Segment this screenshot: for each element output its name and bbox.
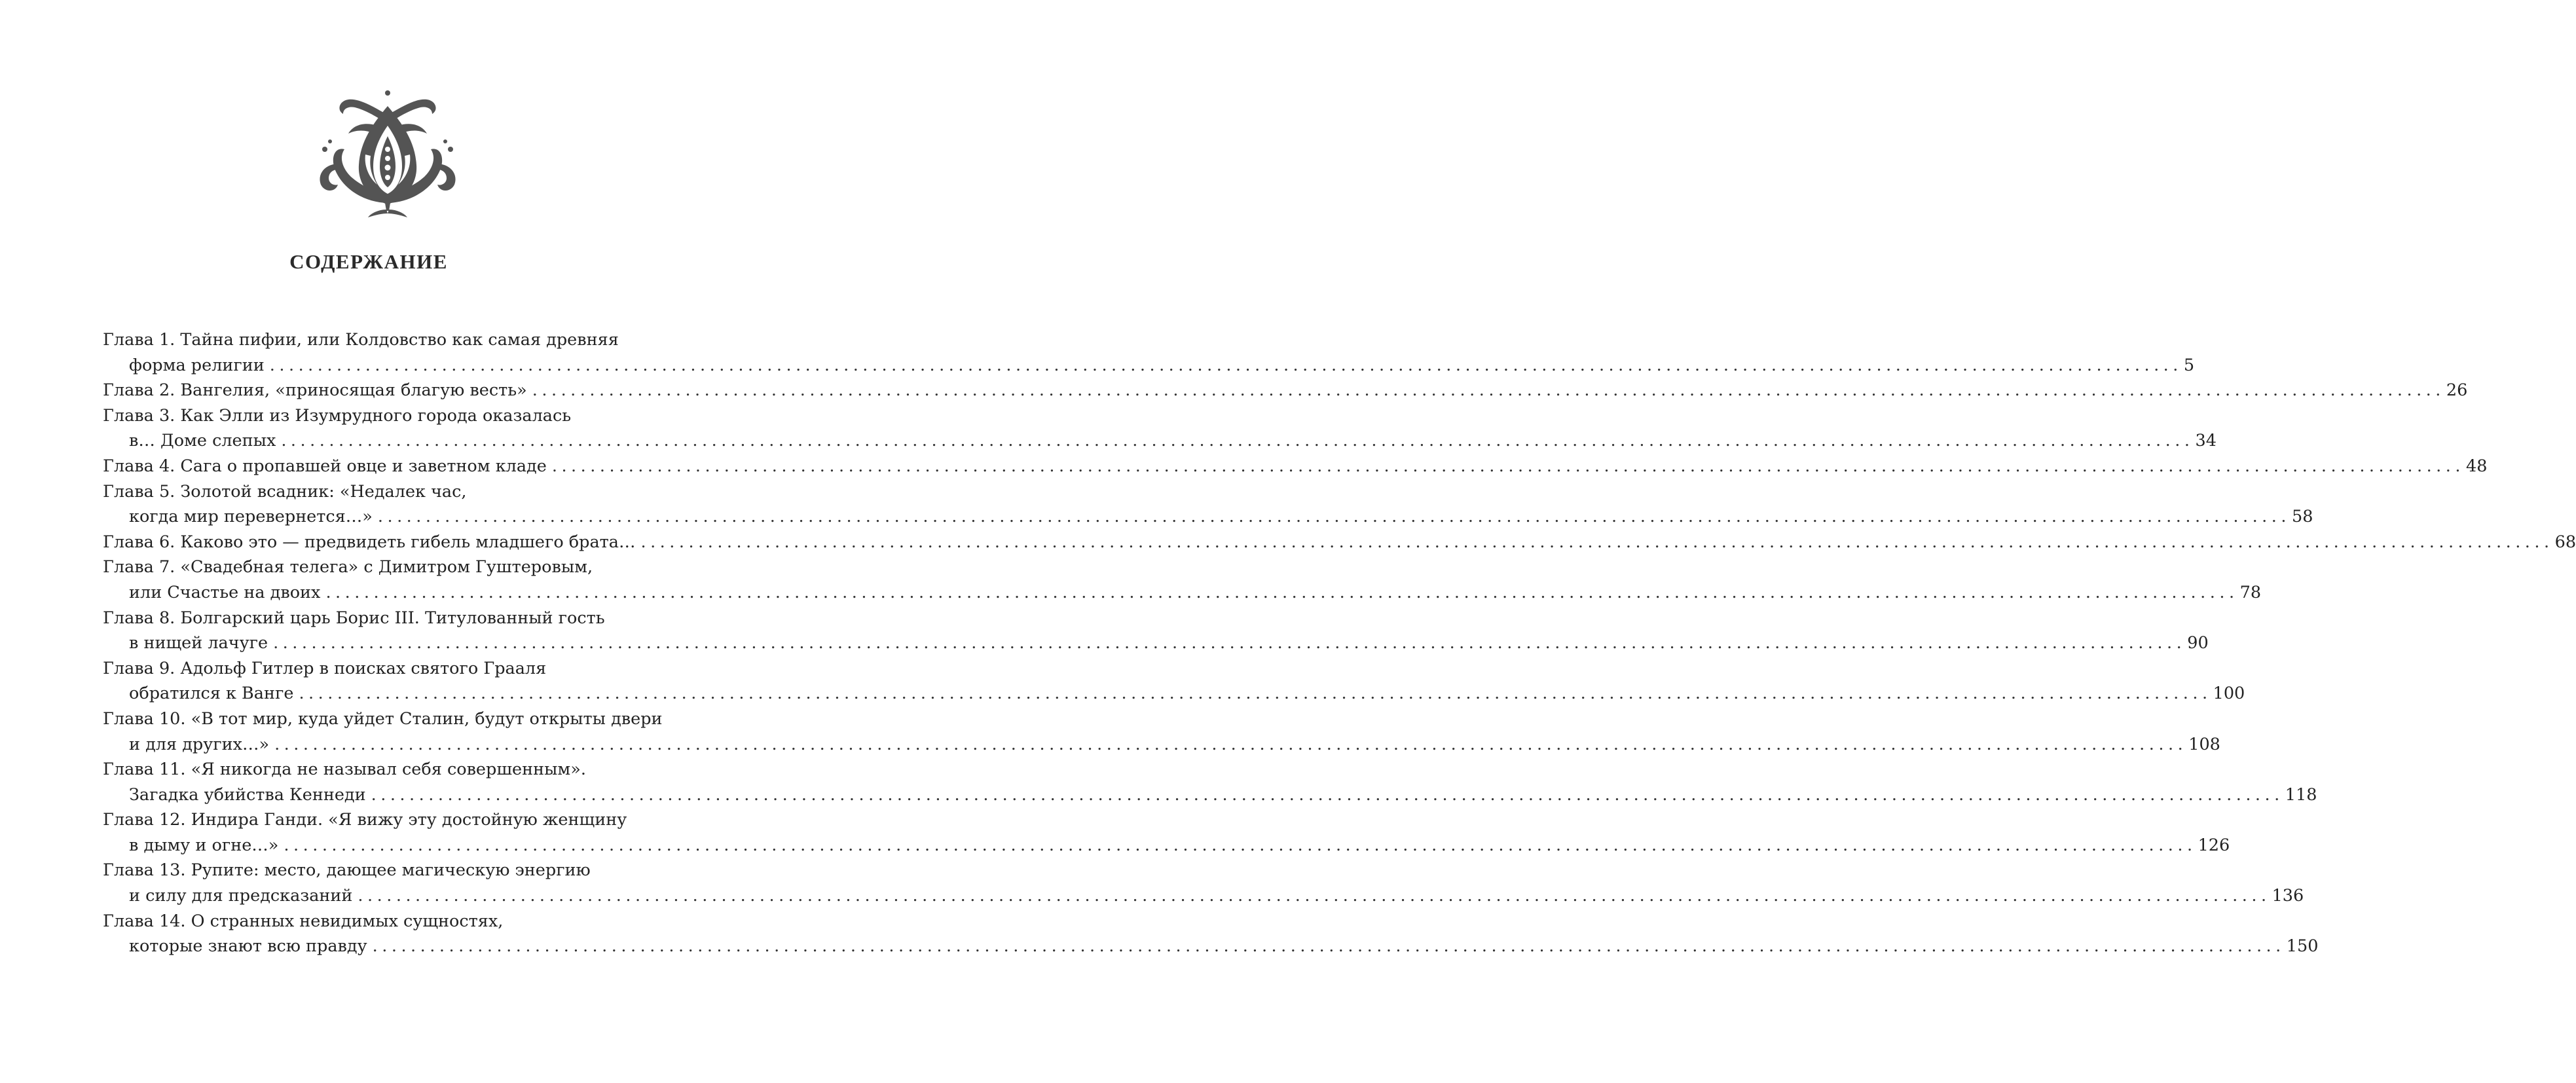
toc-entry-line (103, 606, 670, 631)
toc-entry (103, 378, 2468, 403)
toc-entry (103, 555, 2262, 605)
toc-page-number: 126 (2198, 835, 2230, 855)
toc-entry (103, 327, 2195, 378)
toc-entry-title: Глава 1. Тайна пифии, или Колдовство как самая древняя (103, 330, 619, 350)
toc-entry-title: обратился к Ванге (129, 684, 294, 704)
toc-page-number: 150 (2286, 936, 2319, 957)
toc-entry-title: Глава 9. Адольф Гитлер в поисках святого Грааля (103, 658, 547, 678)
dot-leader: ........................................................................................................................................................................................................ (358, 886, 2271, 906)
toc-entry-title: Глава 11. «Я никогда не называл себя совершенным». (103, 760, 586, 780)
toc-entry-title: Глава 12. Индира Ганди. «Я вижу эту достойную женщину (103, 810, 627, 830)
toc-entry-title: когда мир перевернется…» (129, 507, 373, 527)
toc-entry-title: Глава 8. Болгарский царь Борис III. Титулованный гость (103, 608, 605, 628)
toc-page-number: 100 (2213, 684, 2245, 704)
toc-entry-title: в дыму и огне…» (129, 835, 279, 855)
toc-entry-title: Глава 2. Вангелия, «приносящая благую весть» (103, 380, 527, 401)
toc-entry-line (103, 732, 2220, 758)
toc-entry-line (103, 580, 2262, 606)
toc-entry-line (103, 403, 670, 429)
toc-entry-title: Загадка убийства Кеннеди (129, 784, 366, 805)
toc-entry (103, 858, 2304, 908)
toc-entry-title: или Счастье на двоих (129, 582, 321, 602)
toc-entry-line (103, 353, 2195, 378)
toc-entry-line (103, 858, 670, 883)
dot-leader: ........................................................................................................................................................................................................ (325, 582, 2239, 602)
toc-entry-line (103, 479, 670, 505)
toc-entry (103, 757, 2317, 807)
toc-entry-title: Глава 4. Сага о пропавшей овце и заветном кладе (103, 456, 547, 476)
table-of-contents (103, 327, 2576, 959)
toc-entry (103, 530, 2576, 555)
toc-page-number: 34 (2195, 431, 2217, 451)
dot-leader: ........................................................................................................................................................................................................ (274, 734, 2188, 754)
toc-entry-title: которые знают всю правду (129, 936, 367, 957)
toc-entry-title: Глава 3. Как Элли из Изумрудного города оказалась (103, 405, 572, 426)
dot-leader: ........................................................................................................................................................................................................ (299, 684, 2212, 704)
page-title: СОДЕРЖАНИЕ (289, 250, 448, 273)
toc-entry-line (103, 833, 2230, 858)
toc-entry-line (103, 782, 2317, 808)
toc-entry (103, 606, 2209, 656)
floral-ornament-icon (313, 86, 462, 219)
toc-entry-line (103, 934, 2319, 959)
toc-entry-line (103, 707, 670, 732)
toc-entry-title: в нищей лачуге (129, 633, 268, 653)
toc-entry-line (103, 555, 670, 580)
toc-entry-title: в… Доме слепых (129, 431, 276, 451)
toc-entry (103, 454, 2488, 479)
toc-page-number: 68 (2554, 532, 2576, 552)
toc-entry-line (103, 631, 2209, 656)
dot-leader: ........................................................................................................................................................................................................ (269, 355, 2182, 375)
toc-entry (103, 403, 2217, 454)
toc-page-number: 48 (2466, 456, 2488, 476)
toc-entry-title: Глава 13. Рупите: место, дающее магическую энергию (103, 860, 591, 881)
toc-entry (103, 807, 2230, 858)
toc-entry-title: Глава 6. Каково это — предвидеть гибель младшего брата… (103, 532, 636, 552)
toc-entry-title: Глава 7. «Свадебная телега» с Димитром Гуштеровым, (103, 557, 593, 578)
toc-entry (103, 479, 2313, 530)
dot-leader: ........................................................................................................................................................................................................ (371, 784, 2284, 805)
toc-entry-title: Глава 10. «В тот мир, куда уйдет Сталин, будут открыты двери (103, 708, 663, 729)
dot-leader: ........................................................................................................................................................................................................ (377, 507, 2291, 527)
toc-page-number: 5 (2183, 355, 2195, 375)
toc-entry-line (103, 378, 2468, 403)
toc-page-number: 58 (2292, 507, 2313, 527)
dot-leader: ........................................................................................................................................................................................................ (273, 633, 2186, 653)
dot-leader: ........................................................................................................................................................................................................ (372, 936, 2285, 957)
toc-entry (103, 656, 2245, 707)
toc-page-number: 136 (2272, 886, 2304, 906)
toc-entry-line (103, 883, 2304, 909)
toc-page-number: 108 (2188, 734, 2220, 754)
toc-entry-title: Глава 5. Золотой всадник: «Недалек час, (103, 481, 467, 502)
toc-entry-line (103, 454, 2488, 479)
toc-entry (103, 909, 2319, 959)
toc-entry-line (103, 681, 2245, 707)
toc-entry-line (103, 807, 670, 833)
toc-entry-line (103, 428, 2217, 454)
toc-entry-line (103, 327, 670, 353)
toc-entry-line (103, 656, 670, 682)
toc-entry-title: форма религии (129, 355, 265, 375)
dot-leader: ........................................................................................................................................................................................................ (640, 532, 2554, 552)
dot-leader: ........................................................................................................................................................................................................ (532, 380, 2445, 401)
toc-page-number: 26 (2446, 380, 2468, 401)
toc-entry-line (103, 504, 2313, 530)
toc-entry-line (103, 530, 2576, 555)
dot-leader: ........................................................................................................................................................................................................ (551, 456, 2465, 476)
toc-entry-line (103, 757, 670, 782)
toc-entry-title: и силу для предсказаний (129, 886, 353, 906)
dot-leader: ........................................................................................................................................................................................................ (284, 835, 2197, 855)
toc-entry-title: Глава 14. О странных невидимых сущностях, (103, 911, 504, 931)
toc-page-number: 78 (2239, 582, 2262, 602)
toc-page-number: 90 (2187, 633, 2209, 653)
toc-entry (103, 707, 2220, 757)
toc-page-number: 118 (2285, 784, 2317, 805)
toc-entry-line (103, 909, 670, 934)
toc-entry-title: и для других…» (129, 734, 270, 754)
dot-leader: ........................................................................................................................................................................................................ (281, 431, 2194, 451)
